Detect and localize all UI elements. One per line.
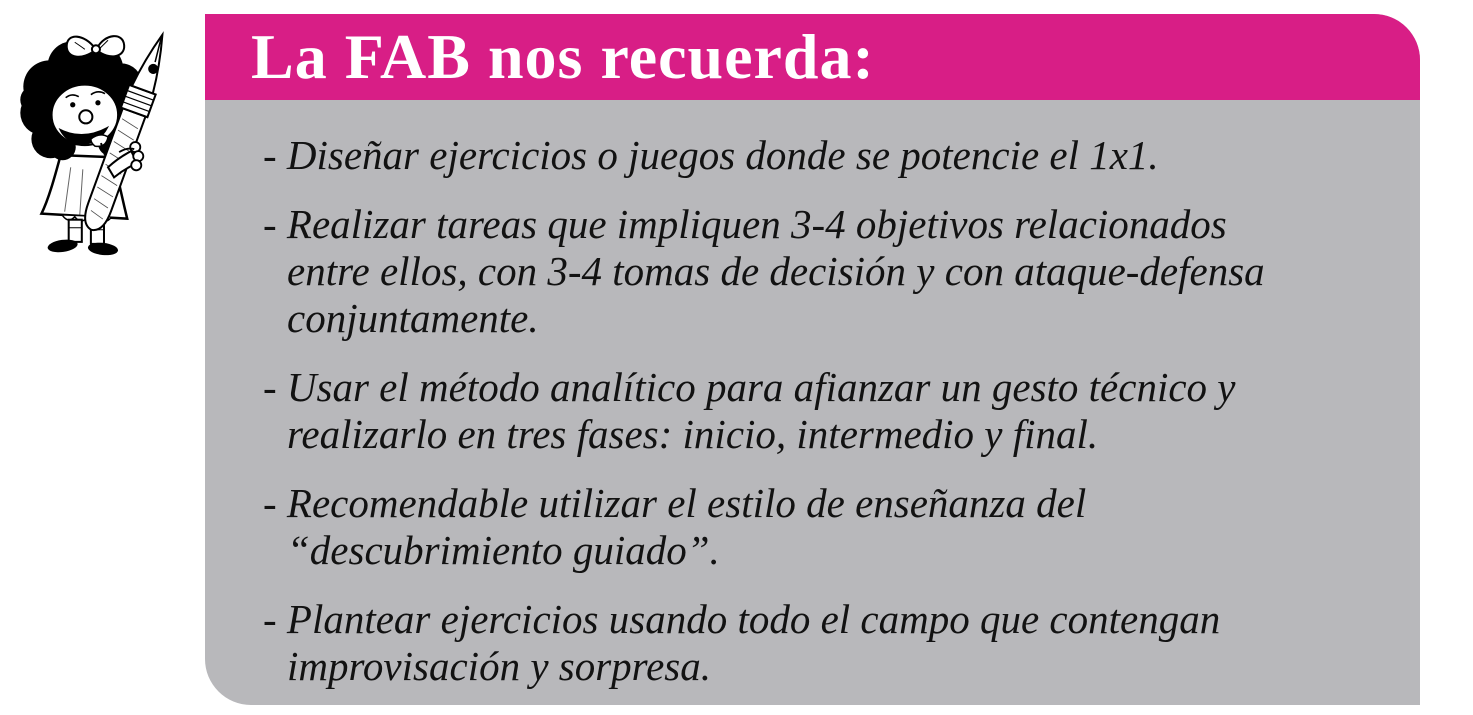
bullet-line: - Diseñar ejercicios o juegos donde se potencie el 1x1. [263,132,1159,178]
bullet-item [263,364,1392,458]
bullet-line: improvisación y sorpresa. [287,643,712,689]
mafalda-pen-illustration [4,14,206,256]
panel-title: La FAB nos recuerda: [251,21,875,92]
bullet-item [263,132,1392,179]
bullet-item [263,201,1392,342]
bullet-line: realizarlo en tres fases: inicio, intermedio y final. [287,411,1099,457]
legs-shoes [47,220,119,256]
hair-bow [67,36,125,57]
bullet-line: “descubrimiento guiado”. [287,527,720,573]
bullet-item [263,596,1392,690]
bullet-line: - Usar el método analítico para afianzar un gesto técnico y [263,364,1236,410]
bullet-line: entre ellos, con 3-4 tomas de decisión y con ataque-defensa [287,248,1265,294]
bullet-line: - Realizar tareas que impliquen 3-4 objetivos relacionados [263,201,1227,247]
bullet-line: - Plantear ejercicios usando todo el campo que contengan [263,596,1221,642]
panel-header [205,14,1420,100]
bullet-line: conjuntamente. [287,295,539,341]
reminder-panel [205,14,1420,705]
bullet-item [263,480,1392,574]
bullet-list [205,100,1420,690]
bullet-line: - Recomendable utilizar el estilo de enseñanza del [263,480,1087,526]
